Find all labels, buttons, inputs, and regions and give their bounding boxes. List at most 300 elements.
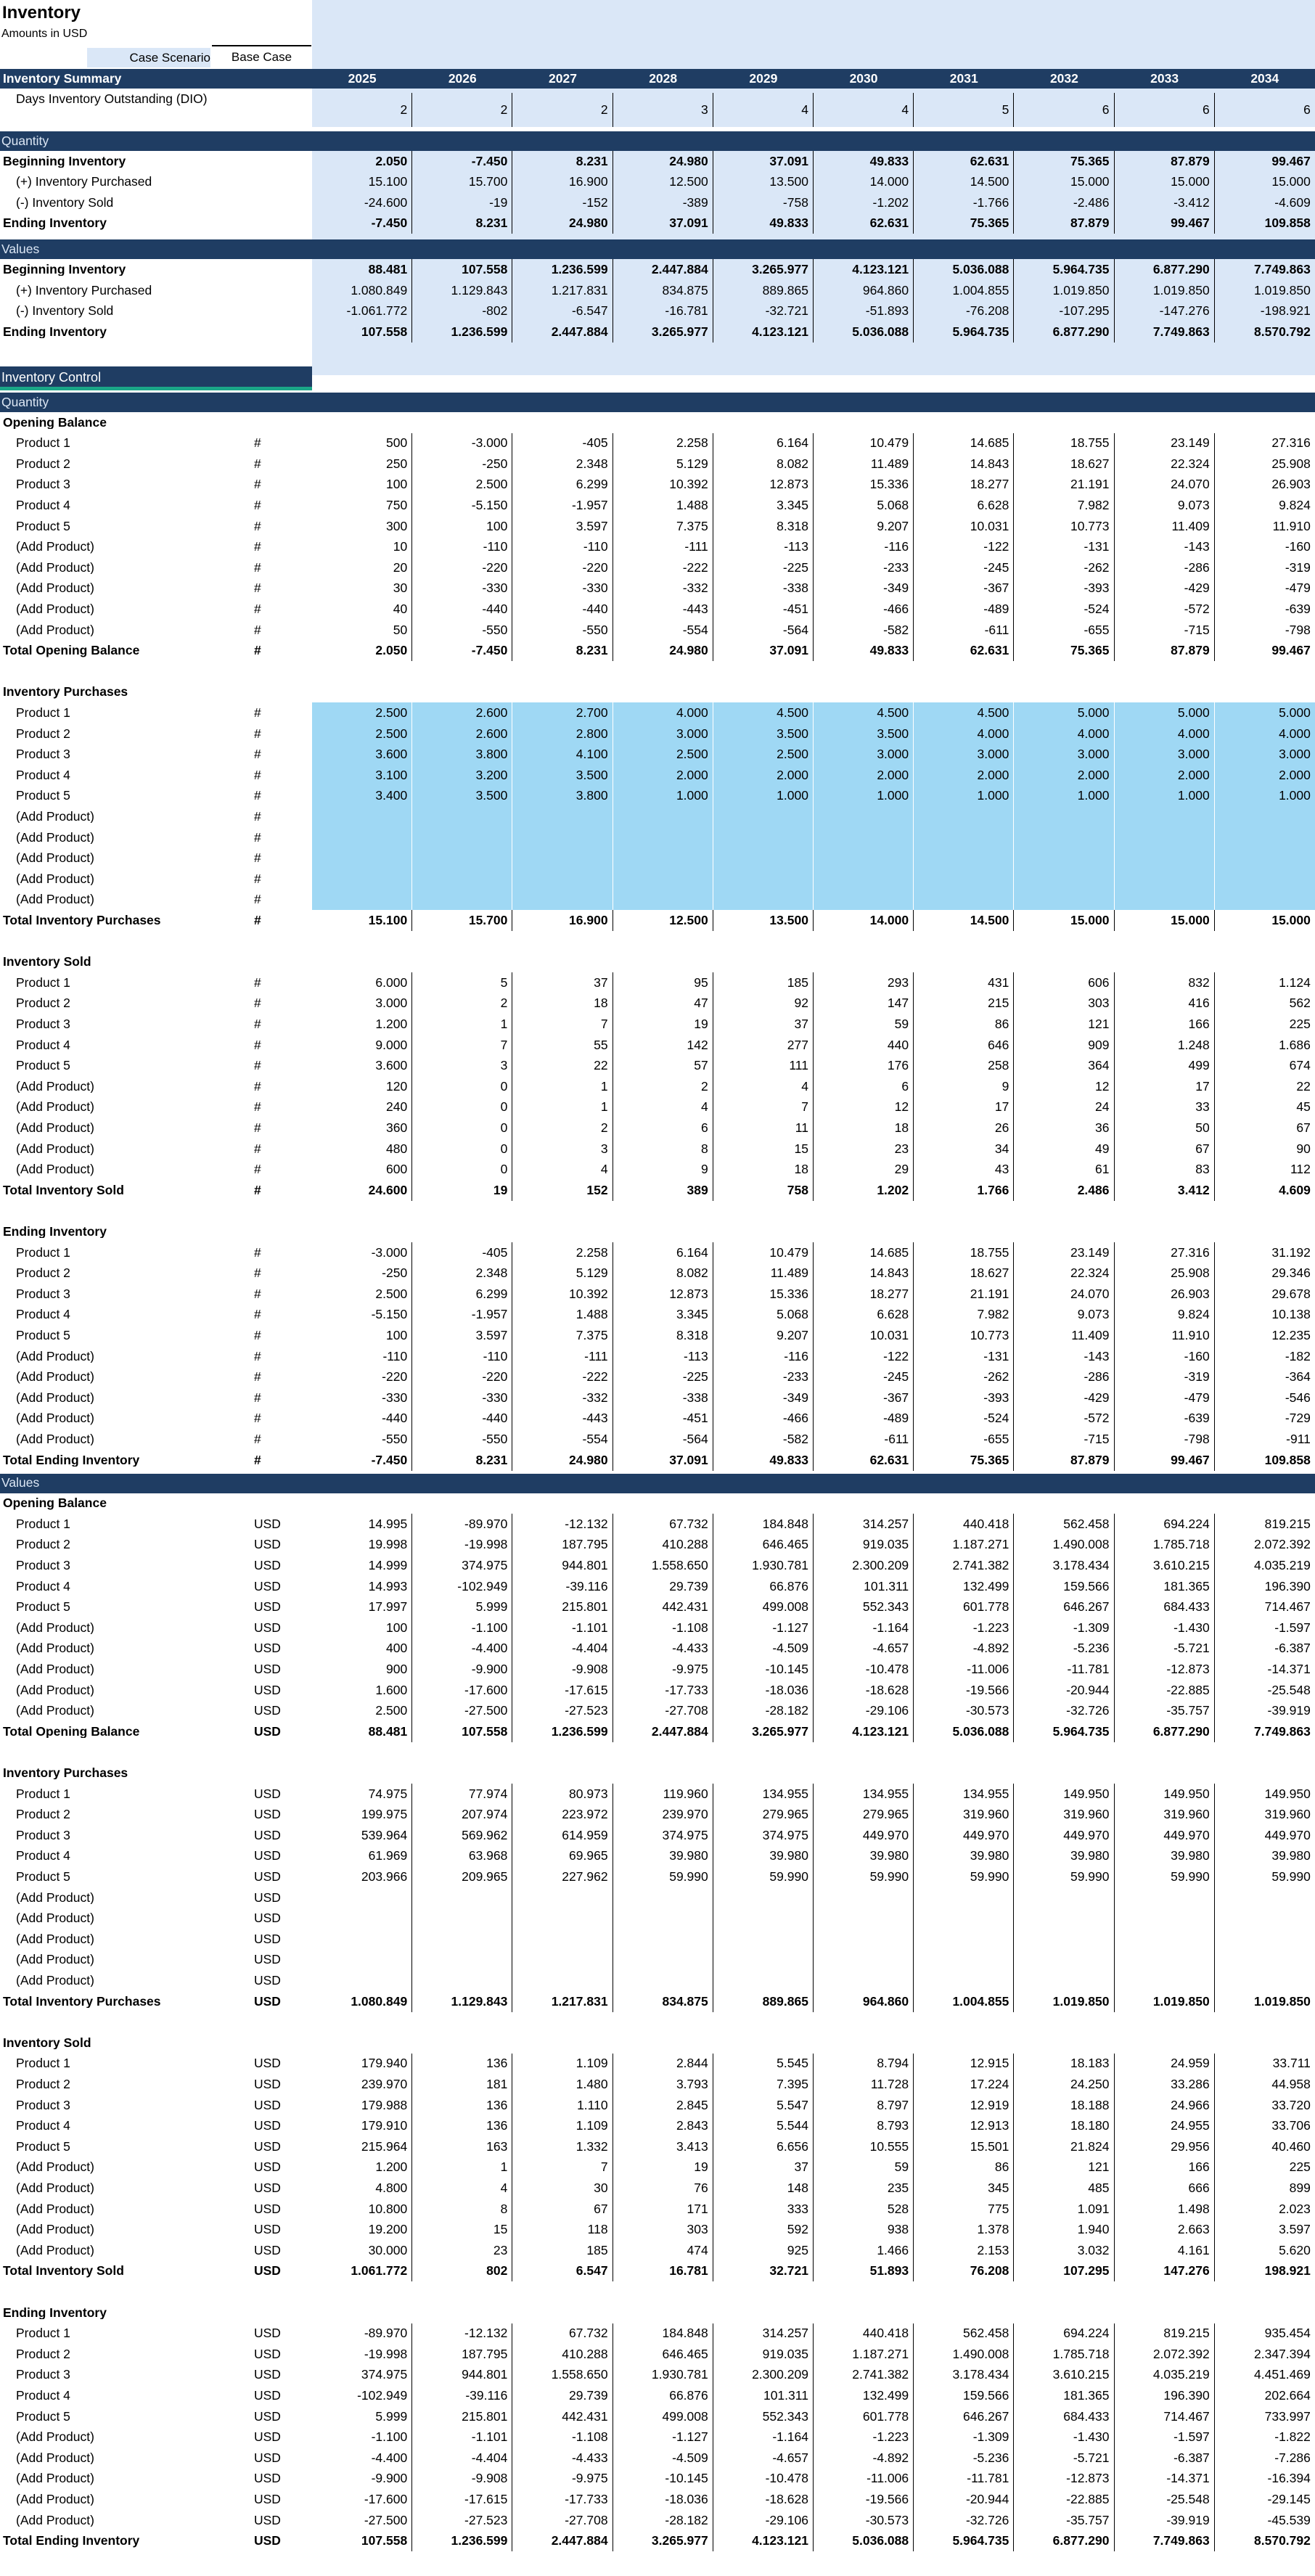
value-cell: 207.974	[412, 1805, 512, 1826]
value-cell: 0	[412, 1076, 512, 1097]
value-cell: 5.036.088	[814, 321, 914, 342]
value-cell: 2.023	[1279, 2201, 1311, 2216]
product-row	[0, 786, 1315, 807]
value-cell: -18.628	[814, 1680, 914, 1701]
value-cell	[914, 1970, 1014, 1991]
value-cell: 374.975	[412, 1555, 512, 1576]
value-cell: 2.258	[613, 433, 713, 454]
value-cell: 3.265.977	[613, 2531, 713, 2552]
value-cell[interactable]	[613, 890, 713, 911]
value-cell: -286	[1014, 1367, 1114, 1388]
value-cell[interactable]	[1215, 827, 1315, 848]
value-cell: -1.430	[1115, 1617, 1215, 1638]
value-cell[interactable]: 4.000	[613, 702, 713, 723]
value-cell[interactable]	[1215, 890, 1315, 911]
value-cell[interactable]: 2.500	[613, 745, 713, 766]
value-cell: 3.178.434	[914, 2365, 1014, 2386]
value-cell: 4	[512, 1160, 613, 1181]
value-cell[interactable]	[613, 869, 713, 890]
value-cell: 1.004.855	[914, 280, 1014, 301]
value-cell[interactable]	[312, 806, 412, 827]
value-cell: 964.860	[814, 1991, 914, 2012]
value-cell[interactable]: 2.500	[713, 745, 814, 766]
value-cell: -466	[713, 1408, 814, 1429]
value-cell[interactable]: 4.000	[1215, 723, 1315, 745]
row-label: Inventory Sold	[3, 956, 91, 969]
value-cell: 374.975	[613, 1825, 713, 1846]
value-cell[interactable]	[412, 890, 512, 911]
value-cell[interactable]: 2.600	[412, 702, 512, 723]
row-label: Product 3	[16, 2099, 70, 2112]
value-cell: 360	[312, 1117, 412, 1139]
value-cell[interactable]	[814, 890, 914, 911]
value-cell: -1.127	[713, 1617, 814, 1638]
value-cell	[412, 1950, 512, 1971]
value-cell: 333	[713, 2199, 814, 2220]
value-cell[interactable]: 3.000	[613, 723, 713, 745]
value-cell: 3.597	[412, 1325, 512, 1346]
value-cell[interactable]	[814, 848, 914, 869]
row-label: Product 4	[16, 2120, 70, 2133]
value-cell[interactable]: 2.000	[613, 765, 713, 786]
value-cell: 18.180	[1014, 2116, 1114, 2137]
value-cell[interactable]: 3.000	[814, 745, 914, 766]
value-cell: 4.035.219	[1115, 2365, 1215, 2386]
value-cell: 14.685	[814, 1242, 914, 1263]
value-cell[interactable]: 3.100	[312, 765, 412, 786]
unit-label: #	[254, 912, 261, 927]
product-row	[0, 869, 1315, 890]
value-cell: 4.123.121	[713, 2531, 814, 2552]
value-cell: 2.153	[914, 2240, 1014, 2261]
value-cell: 74.975	[312, 1784, 412, 1805]
value-cell[interactable]: 3.000	[1115, 745, 1215, 766]
product-row	[0, 1617, 1315, 1638]
value-cell: 166	[1115, 2157, 1215, 2178]
unit-label: USD	[254, 1911, 281, 1926]
value-cell: 345	[914, 2178, 1014, 2199]
value-cell: 10	[312, 537, 412, 558]
value-cell: 59.990	[914, 1866, 1014, 1887]
value-cell: -1.223	[914, 1617, 1014, 1638]
value-cell[interactable]	[814, 869, 914, 890]
value-cell[interactable]	[512, 890, 613, 911]
value-cell: -19.566	[914, 1680, 1014, 1701]
value-cell[interactable]: 1.000	[1115, 786, 1215, 807]
value-cell[interactable]	[1215, 869, 1315, 890]
value-cell: 5.547	[713, 2095, 814, 2116]
row-label: (Add Product)	[16, 893, 94, 906]
value-cell	[713, 1970, 814, 1991]
value-cell[interactable]	[713, 806, 814, 827]
value-cell: 11.910	[1272, 518, 1311, 533]
value-cell[interactable]: 1.000	[914, 786, 1014, 807]
value-cell: 6.547	[512, 2261, 613, 2282]
value-cell[interactable]: 2.600	[412, 723, 512, 745]
row-label: (Add Product)	[16, 2161, 94, 2174]
summary-values-row	[0, 259, 1315, 280]
value-cell: -639	[1115, 1408, 1215, 1429]
value-cell[interactable]	[1115, 848, 1215, 869]
value-cell: 39.980	[914, 1846, 1014, 1867]
value-cell: 14.999	[312, 1555, 412, 1576]
value-cell[interactable]	[312, 890, 412, 911]
value-cell: 2	[512, 93, 613, 127]
value-cell: 142	[613, 1035, 713, 1056]
value-cell[interactable]: 4.500	[814, 702, 914, 723]
value-cell[interactable]: 3.500	[814, 723, 914, 745]
value-cell: 4.609	[1279, 1182, 1311, 1197]
value-cell: 149.950	[1264, 1786, 1311, 1801]
unit-label: #	[254, 808, 261, 824]
value-cell	[1215, 1970, 1315, 1991]
value-cell: 13.500	[713, 172, 814, 193]
value-cell: 6	[814, 1076, 914, 1097]
value-cell[interactable]: 5.000	[1014, 702, 1114, 723]
value-cell: 7.375	[613, 516, 713, 537]
value-cell[interactable]	[814, 827, 914, 848]
value-cell[interactable]: 4.500	[914, 702, 1014, 723]
section-total-row	[0, 910, 1315, 931]
unit-label: #	[254, 559, 261, 575]
value-cell: 6.164	[713, 433, 814, 454]
value-cell: 67.732	[512, 2323, 613, 2345]
value-cell: 909	[1014, 1035, 1114, 1056]
year-header: 2031	[949, 70, 978, 86]
value-cell[interactable]: 1.000	[713, 786, 814, 807]
value-cell: 2.050	[312, 641, 412, 662]
value-cell: -611	[914, 620, 1014, 641]
value-cell[interactable]	[1115, 869, 1215, 890]
section-title-row	[0, 2033, 1315, 2054]
value-cell[interactable]	[1215, 806, 1315, 827]
value-cell[interactable]	[1215, 848, 1315, 869]
value-cell: 8.082	[613, 1263, 713, 1284]
value-cell: -4.892	[914, 1638, 1014, 1660]
control-values-band	[0, 1474, 1315, 1493]
value-cell: 1.558.650	[613, 1555, 713, 1576]
product-row	[0, 2095, 1315, 2116]
value-cell: 209.965	[412, 1866, 512, 1887]
value-cell: -1.202	[814, 192, 914, 213]
value-cell: 15	[412, 2220, 512, 2241]
value-cell[interactable]: 4.000	[1115, 723, 1215, 745]
value-cell: 431	[914, 972, 1014, 993]
value-cell[interactable]	[1014, 869, 1114, 890]
value-cell: -564	[713, 620, 814, 641]
value-cell: 30	[512, 2178, 613, 2199]
value-cell[interactable]: 3.500	[412, 786, 512, 807]
value-cell: 3.413	[613, 2136, 713, 2157]
value-cell: 29.739	[613, 1576, 713, 1597]
value-cell: -35.757	[1115, 1701, 1215, 1722]
value-cell: -19.998	[312, 2344, 412, 2365]
value-cell[interactable]: 2.500	[312, 702, 412, 723]
product-row	[0, 454, 1315, 475]
value-cell: 1.558.650	[512, 2365, 613, 2386]
value-cell[interactable]	[1115, 890, 1215, 911]
value-cell: -110	[412, 537, 512, 558]
value-cell: 23	[412, 2240, 512, 2261]
value-cell: 13.500	[713, 910, 814, 931]
value-cell: 92	[713, 993, 814, 1014]
value-cell: 12.873	[613, 1284, 713, 1305]
value-cell: -11.006	[914, 1659, 1014, 1680]
product-row	[0, 972, 1315, 993]
value-cell: 30	[312, 578, 412, 599]
value-cell[interactable]	[914, 869, 1014, 890]
unit-label: USD	[254, 1952, 281, 1967]
value-cell: -182	[1285, 1348, 1311, 1363]
value-cell: 15.100	[312, 172, 412, 193]
value-cell	[1215, 1887, 1315, 1908]
value-cell: 5.129	[512, 1263, 613, 1284]
value-cell[interactable]: 4.000	[914, 723, 1014, 745]
value-cell: 22	[512, 1056, 613, 1077]
unit-label: #	[254, 518, 261, 533]
value-cell[interactable]: 4.100	[512, 745, 613, 766]
value-cell: -27.523	[512, 1701, 613, 1722]
value-cell[interactable]	[713, 869, 814, 890]
value-cell[interactable]	[312, 869, 412, 890]
value-cell[interactable]: 1.000	[613, 786, 713, 807]
value-cell: 40	[312, 599, 412, 620]
row-label: (Add Product)	[16, 1974, 94, 1988]
row-label: Product 2	[16, 1267, 70, 1280]
value-cell: 1.019.850	[1115, 280, 1215, 301]
value-cell: 279.965	[814, 1805, 914, 1826]
product-row	[0, 2510, 1315, 2531]
value-cell: 442.431	[512, 2406, 613, 2427]
value-cell[interactable]: 2.500	[312, 723, 412, 745]
value-cell: 75.365	[1014, 151, 1114, 172]
value-cell: 59	[814, 2157, 914, 2178]
value-cell: 2	[312, 93, 412, 127]
value-cell: 0	[412, 1117, 512, 1139]
value-cell[interactable]	[412, 869, 512, 890]
value-cell[interactable]: 2.800	[512, 723, 613, 745]
value-cell: 40.460	[1271, 2138, 1311, 2154]
value-cell: -233	[814, 557, 914, 578]
value-cell: 132.499	[914, 1576, 1014, 1597]
value-cell: 1.061.772	[312, 2261, 412, 2282]
value-cell[interactable]: 2.000	[713, 765, 814, 786]
value-cell[interactable]: 5.000	[1215, 702, 1315, 723]
value-cell[interactable]: 1.000	[1215, 786, 1315, 807]
value-cell: 215.801	[412, 2406, 512, 2427]
value-cell[interactable]	[1014, 848, 1114, 869]
value-cell: 3.265.977	[713, 1721, 814, 1742]
product-row	[0, 765, 1315, 786]
value-cell[interactable]	[713, 890, 814, 911]
value-cell: 449.970	[914, 1825, 1014, 1846]
value-cell[interactable]	[713, 848, 814, 869]
row-label: (Add Product)	[16, 852, 94, 865]
value-cell: 8.318	[613, 1325, 713, 1346]
value-cell	[312, 1929, 412, 1950]
value-cell[interactable]: 1.000	[1014, 786, 1114, 807]
value-cell[interactable]: 3.600	[312, 745, 412, 766]
summary-header-row	[0, 69, 1315, 89]
value-cell: 215	[914, 993, 1014, 1014]
value-cell[interactable]	[1115, 806, 1215, 827]
case-scenario-cell[interactable]: Base Case	[212, 45, 311, 67]
value-cell: 181.365	[1014, 2385, 1114, 2406]
value-cell: 15.336	[814, 475, 914, 496]
value-cell[interactable]: 2.700	[512, 702, 613, 723]
value-cell: 24.600	[312, 1180, 412, 1201]
value-cell	[713, 1908, 814, 1929]
value-cell: 21.191	[1014, 475, 1114, 496]
value-cell	[1115, 1908, 1215, 1929]
unit-label: #	[254, 622, 261, 637]
value-cell[interactable]: 2.000	[1014, 765, 1114, 786]
value-cell[interactable]: 3.000	[914, 745, 1014, 766]
value-cell: -6.547	[512, 301, 613, 322]
value-cell: -12.873	[1014, 2469, 1114, 2490]
unit-label: #	[254, 975, 261, 990]
row-label: Product 5	[16, 1601, 70, 1614]
value-cell: 2.486	[1014, 1180, 1114, 1201]
value-cell[interactable]	[613, 827, 713, 848]
value-cell: 14.843	[814, 1263, 914, 1284]
value-cell	[312, 1970, 412, 1991]
row-label: Product 1	[16, 1246, 70, 1260]
value-cell: 2.663	[1115, 2220, 1215, 2241]
value-cell: -16.781	[613, 301, 713, 322]
year-header: 2033	[1150, 70, 1179, 86]
value-cell: -5.721	[1115, 1638, 1215, 1660]
value-cell[interactable]: 3.200	[412, 765, 512, 786]
value-cell: 832	[1115, 972, 1215, 993]
value-cell[interactable]	[1014, 890, 1114, 911]
value-cell[interactable]	[914, 890, 1014, 911]
value-cell: 250	[312, 454, 412, 475]
row-label: Inventory Summary	[3, 72, 122, 86]
value-cell[interactable]: 3.400	[312, 786, 412, 807]
value-cell: 7.749.863	[1115, 2531, 1215, 2552]
row-label: Product 4	[16, 2389, 70, 2403]
value-cell[interactable]: 3.500	[713, 723, 814, 745]
value-cell[interactable]	[412, 848, 512, 869]
value-cell: -198.921	[1260, 303, 1311, 319]
value-cell[interactable]	[512, 869, 613, 890]
value-cell: 2	[613, 1076, 713, 1097]
value-cell[interactable]: 2.000	[1215, 765, 1315, 786]
value-cell: 8.231	[512, 641, 613, 662]
value-cell[interactable]	[312, 848, 412, 869]
value-cell[interactable]	[412, 827, 512, 848]
value-cell: -160	[1285, 539, 1311, 554]
value-cell: 30.000	[312, 2240, 412, 2261]
value-cell: 24.070	[1115, 475, 1215, 496]
value-cell[interactable]	[512, 848, 613, 869]
row-label: (Add Product)	[16, 1101, 94, 1114]
value-cell[interactable]: 4.500	[713, 702, 814, 723]
value-cell[interactable]	[312, 827, 412, 848]
value-cell: -113	[713, 537, 814, 558]
value-cell: 61.969	[312, 1846, 412, 1867]
value-cell: 15.000	[1115, 910, 1215, 931]
value-cell[interactable]	[512, 806, 613, 827]
value-cell[interactable]: 4.000	[1014, 723, 1114, 745]
value-cell: 2.447.884	[512, 321, 613, 342]
value-cell[interactable]: 3.800	[512, 786, 613, 807]
unit-label: USD	[254, 2512, 281, 2527]
value-cell: 10.031	[814, 1325, 914, 1346]
product-row	[0, 702, 1315, 723]
value-cell[interactable]	[914, 827, 1014, 848]
value-cell[interactable]	[914, 806, 1014, 827]
value-cell: 3.265.977	[613, 321, 713, 342]
value-cell[interactable]: 3.800	[412, 745, 512, 766]
value-cell[interactable]: 5.000	[1115, 702, 1215, 723]
value-cell: 99.467	[1115, 1450, 1215, 1471]
row-label: Product 4	[16, 768, 70, 782]
value-cell: 7.982	[1014, 495, 1114, 516]
unit-label: #	[254, 747, 261, 762]
value-cell: -729	[1285, 1411, 1311, 1426]
unit-label: #	[254, 1244, 261, 1260]
value-cell[interactable]	[1014, 827, 1114, 848]
value-cell[interactable]	[814, 806, 914, 827]
value-cell: -489	[914, 599, 1014, 620]
value-cell[interactable]	[914, 848, 1014, 869]
value-cell[interactable]	[1014, 806, 1114, 827]
value-cell: -102.949	[312, 2385, 412, 2406]
value-cell[interactable]: 1.000	[814, 786, 914, 807]
value-cell: 1.129.843	[412, 1991, 512, 2012]
value-cell: -152	[512, 192, 613, 213]
row-label: (Add Product)	[16, 2181, 94, 2195]
value-cell: 39.980	[613, 1846, 713, 1867]
unit-label: USD	[254, 2491, 281, 2506]
value-cell[interactable]	[512, 827, 613, 848]
value-cell[interactable]: 2.000	[1115, 765, 1215, 786]
value-cell: -17.733	[613, 1680, 713, 1701]
row-label: (Add Product)	[16, 872, 94, 886]
value-cell: 59	[814, 1014, 914, 1035]
value-cell: 319.960	[914, 1805, 1014, 1826]
value-cell[interactable]	[713, 827, 814, 848]
value-cell[interactable]: 2.000	[814, 765, 914, 786]
section-total-row	[0, 2261, 1315, 2282]
value-cell[interactable]: 2.000	[914, 765, 1014, 786]
value-cell: 646.267	[1014, 1597, 1114, 1618]
value-cell[interactable]: 3.000	[1215, 745, 1315, 766]
value-cell: 6.628	[914, 495, 1014, 516]
row-label: Ending Inventory	[3, 325, 107, 339]
value-cell[interactable]	[1115, 827, 1215, 848]
value-cell[interactable]	[613, 848, 713, 869]
value-cell: -262	[1014, 557, 1114, 578]
value-cell[interactable]: 3.000	[1014, 745, 1114, 766]
value-cell: 179.988	[312, 2095, 412, 2116]
value-cell[interactable]: 3.500	[512, 765, 613, 786]
value-cell[interactable]	[412, 806, 512, 827]
value-cell[interactable]	[613, 806, 713, 827]
value-cell: 364	[1014, 1056, 1114, 1077]
value-cell: 2.348	[412, 1263, 512, 1284]
value-cell: 49	[1014, 1139, 1114, 1160]
value-cell: -245	[814, 1367, 914, 1388]
value-cell: -1.309	[1014, 1617, 1114, 1638]
row-label: Quantity	[1, 134, 49, 148]
section-title-row	[0, 2302, 1315, 2323]
value-cell: -116	[713, 1346, 814, 1367]
value-cell: 919.035	[713, 2344, 814, 2365]
value-cell: 101.311	[814, 1576, 914, 1597]
